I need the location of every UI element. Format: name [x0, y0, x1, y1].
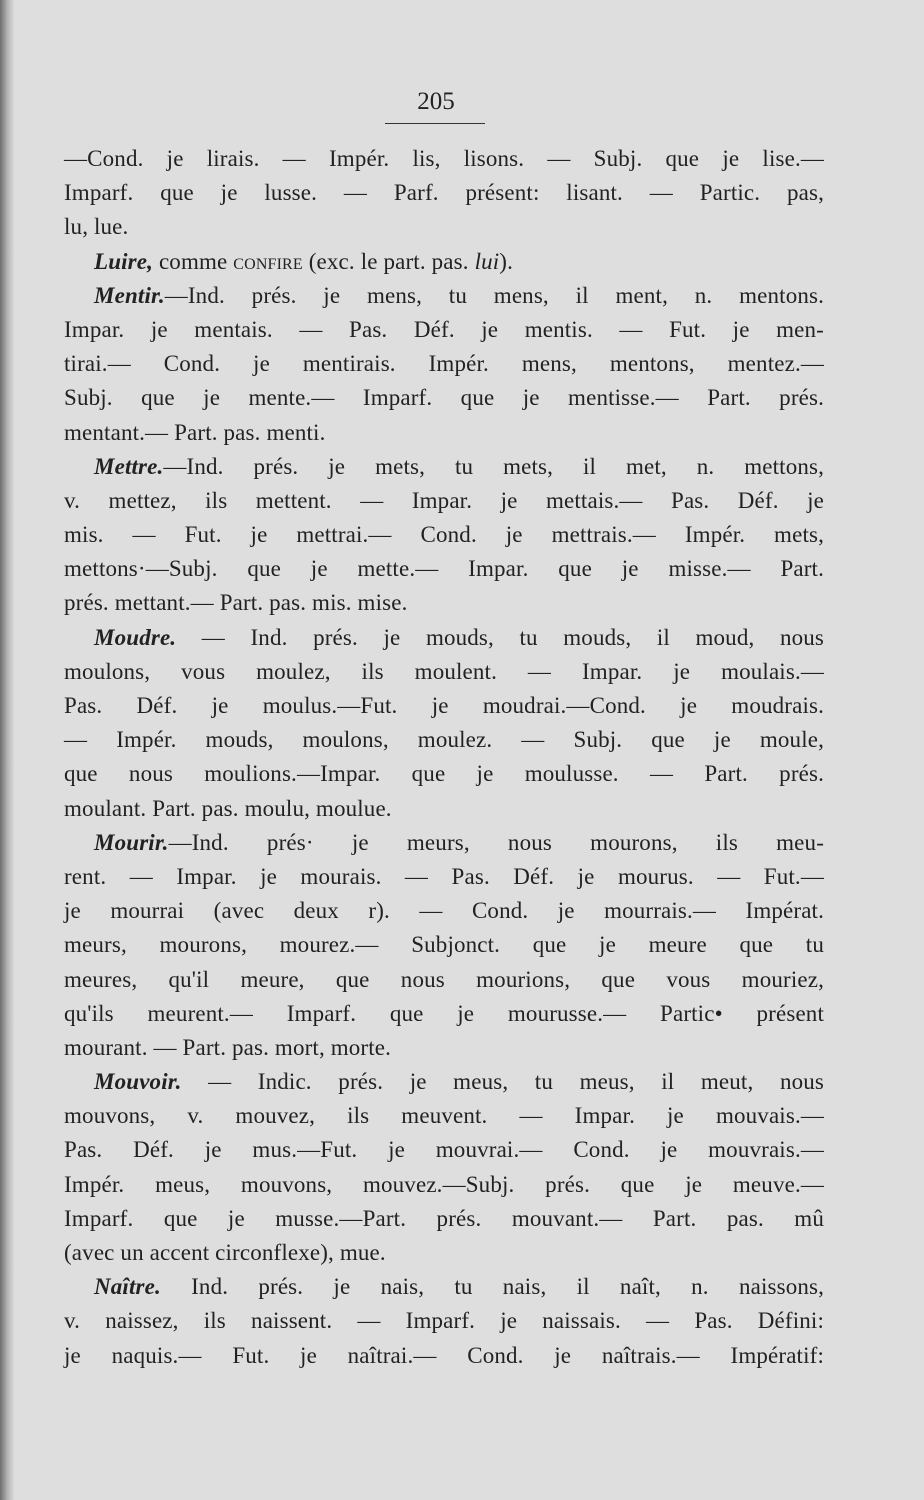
entry-headword: Mettre. — [94, 453, 164, 479]
text-line: je mourrai (avec deux r). — Cond. je mourrais.— Impérat. — [64, 898, 824, 924]
entry-mettre: Mettre.—Ind. prés. je mets, tu mets, il met, n. mettons, — [94, 453, 824, 479]
text-line: —Cond. je lirais. — Impér. lis, lisons. — Subj. que je lise.— — [64, 146, 824, 171]
text-line: mourant. — Part. pas. mort, morte. — [64, 1034, 392, 1060]
entry-mourir: Mourir.—Ind. prés· je meurs, nous mourons, ils meu- — [94, 829, 824, 855]
text-line: meures, qu'il meure, que nous mourions, que vous mouriez, — [64, 966, 824, 992]
entry-mentir: Mentir.—Ind. prés. je mens, tu mens, il ment, n. mentons. — [94, 282, 824, 308]
text-line: que nous moulions.—Impar. que je moulusse. — Part. prés. — [64, 761, 824, 787]
page-gutter-shadow — [0, 0, 14, 1500]
text-line: Imparf. que je musse.—Part. prés. mouvant.— Part. pas. mû — [64, 1205, 824, 1231]
text-line: qu'ils meurent.— Imparf. que je mourusse.— Partic• présent — [64, 1000, 824, 1026]
text-line: Pas. Déf. je moulus.—Fut. je moudrai.—Cond. je moudrais. — [64, 693, 824, 718]
text-line: Imparf. que je lusse. — Parf. présent: lisant. — Partic. pas, — [64, 180, 824, 206]
text-line: prés. mettant.— Part. pas. mis. mise. — [64, 590, 408, 616]
text-line: mettons·—Subj. que je mette.— Impar. que je misse.— Part. — [64, 556, 824, 582]
text-line: Impar. je mentais. — Pas. Déf. je mentis. — Fut. je men- — [64, 316, 824, 342]
text-line: moulons, vous moulez, ils moulent. — Impar. je moulais.— — [64, 658, 824, 684]
text-line: je naquis.— Fut. je naîtrai.— Cond. je naîtrais.— Impératif: — [64, 1342, 824, 1368]
entry-headword: Mourir. — [94, 829, 169, 855]
entry-headword: Naître. — [94, 1274, 161, 1300]
text-line: v. mettez, ils mettent. — Impar. je mettais.— Pas. Déf. je — [64, 487, 824, 513]
text-line: — Impér. mouds, moulons, moulez. — Subj. que je moule, — [64, 727, 824, 753]
text-line: (avec un accent circonflexe), mue. — [64, 1240, 386, 1265]
entry-headword: Moudre. — [94, 624, 177, 650]
entry-mouvoir: Mouvoir. — Indic. prés. je meus, tu meus, il meut, nous — [94, 1069, 824, 1095]
text-line: tirai.— Cond. je mentirais. Impér. mens, mentons, mentez.— — [64, 351, 824, 377]
text-line: Impér. meus, mouvons, mouvez.—Subj. prés. que je meuve.— — [64, 1171, 824, 1197]
entry-luire: Luire, comme confire (exc. le part. pas. lui). — [94, 248, 514, 274]
text-line: mis. — Fut. je mettrai.— Cond. je mettrais.— Impér. mets, — [64, 522, 824, 548]
text-line: mentant.— Part. pas. menti. — [64, 419, 326, 445]
text-line: lu, lue. — [64, 214, 129, 240]
entry-moudre: Moudre. — Ind. prés. je mouds, tu mouds, il moud, nous — [94, 624, 824, 650]
page-number-rule — [385, 123, 485, 124]
page-number: 205 — [417, 88, 455, 115]
text-line: meurs, mourons, mourez.— Subjonct. que je meure que tu — [64, 932, 824, 958]
text-body — [64, 142, 824, 1373]
text-line: v. naissez, ils naissent. — Imparf. je naissais. — Pas. Défini: — [64, 1308, 824, 1334]
text-line: Pas. Déf. je mus.—Fut. je mouvrai.— Cond. je mouvrais.— — [64, 1137, 824, 1163]
entry-headword: Mentir. — [94, 282, 165, 308]
text-line: Subj. que je mente.— Imparf. que je mentisse.— Part. prés. — [64, 385, 824, 411]
entry-headword: Luire, — [94, 248, 154, 274]
entry-naitre: Naître. Ind. prés. je nais, tu nais, il naît, n. naissons, — [94, 1274, 824, 1300]
text-line: moulant. Part. pas. moulu, moulue. — [64, 795, 392, 821]
text-line: rent. — Impar. je mourais. — Pas. Déf. je mourus. — Fut.— — [64, 863, 824, 889]
entry-headword: Mouvoir. — [94, 1069, 182, 1095]
text-line: mouvons, v. mouvez, ils meuvent. — Impar. je mouvais.— — [64, 1103, 824, 1129]
